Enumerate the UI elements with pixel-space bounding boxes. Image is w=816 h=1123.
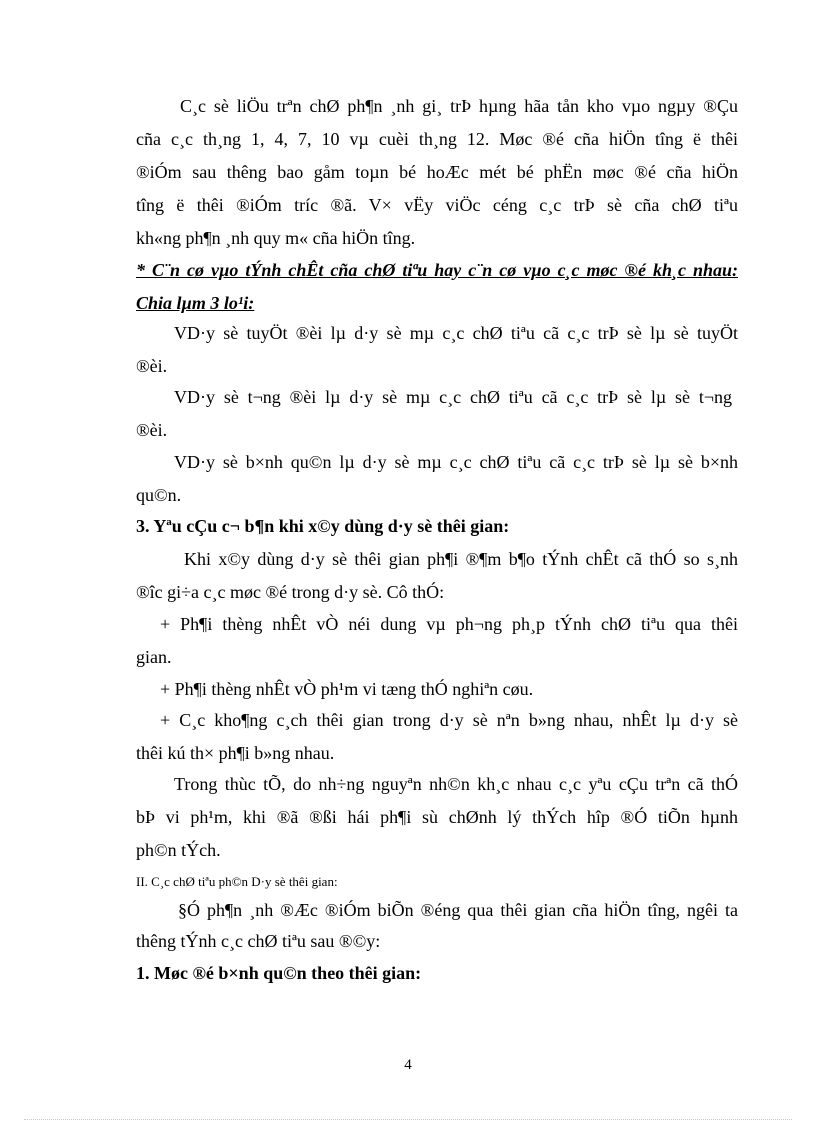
- page-bottom-divider: [24, 1119, 792, 1120]
- paragraph-line: + Ph¶i thèng nhÊt vÒ ph¹m vi tæng thÓ nghiªn cøu.: [160, 679, 534, 699]
- paragraph-line: ®èi.: [136, 356, 168, 376]
- paragraph-line: thêi kú th× ph¶i b»ng nhau.: [136, 743, 335, 763]
- paragraph-line: VD·y sè tuyÖt ®èi lµ d·y sè mµ c¸c chØ tiªu cã c¸c trÞ sè lµ sè tuyÖt: [174, 323, 738, 343]
- paragraph-line: ®èi.: [136, 420, 168, 440]
- paragraph-line: + Ph¶i thèng nhÊt vÒ néi dung vµ ph¬ng ph¸p tÝnh chØ tiªu qua thêi: [160, 614, 738, 634]
- paragraph-line: qu©n.: [136, 485, 182, 505]
- paragraph-line: §Ó ph¶n ¸nh ®Æc ®iÓm biÕn ®éng qua thêi gian cña hiÖn tîng, ngêi ta: [178, 900, 738, 920]
- paragraph-line: kh«ng ph¶n ¸nh quy m« cña hiÖn tîng.: [136, 228, 416, 248]
- paragraph-line: VD·y sè t¬ng ®èi lµ d·y sè mµ c¸c chØ tiªu cã c¸c trÞ sè lµ sè t¬ng: [174, 387, 732, 407]
- paragraph-line: bÞ vi ph¹m, khi ®ã ®ßi hái ph¶i sù chØnh lý thÝch hîp ®Ó tiÕn hµnh: [136, 807, 738, 827]
- paragraph-line: Trong thùc tÕ, do nh÷ng nguyªn nh©n kh¸c nhau c¸c yªu cÇu trªn cã thÓ: [174, 774, 738, 794]
- paragraph-line: ®iÓm sau thêng bao gåm toµn bé hoÆc mét bé phËn møc ®é cña hiÖn: [136, 162, 738, 182]
- paragraph-line: Khi x©y dùng d·y sè thêi gian ph¶i ®¶m b¶o tÝnh chÊt cã thÓ so s¸nh: [184, 549, 738, 569]
- chapter-heading: II. C¸c chØ tiªu ph©n D·y sè thêi gian:: [136, 874, 338, 889]
- paragraph-line: + C¸c kho¶ng c¸ch thêi gian trong d·y sè nªn b»ng nhau, nhÊt lµ d·y sè: [160, 710, 738, 730]
- page-number: 4: [404, 1057, 412, 1073]
- paragraph-line: ®îc gi÷a c¸c møc ®é trong d·y sè. Cô thÓ:: [136, 582, 445, 602]
- section-heading: 1. Møc ®é b×nh qu©n theo thêi gian:: [136, 963, 422, 983]
- section-heading: 3. Yªu cÇu c¬ b¶n khi x©y dùng d·y sè thêi gian:: [136, 516, 510, 536]
- section-heading: * C¨n cø vµo tÝnh chÊt cña chØ tiªu hay c¨n cø vµo c¸c møc ®é kh¸c nhau:: [136, 260, 738, 280]
- paragraph-line: gian.: [136, 647, 172, 667]
- paragraph-line: C¸c sè liÖu trªn chØ ph¶n ¸nh gi¸ trÞ hµng hãa tån kho vµo ngµy ®Çu: [180, 96, 738, 116]
- paragraph-line: thêng tÝnh c¸c chØ tiªu sau ®©y:: [136, 931, 381, 951]
- paragraph-line: ph©n tÝch.: [136, 840, 221, 860]
- paragraph-line: VD·y sè b×nh qu©n lµ d·y sè mµ c¸c chØ tiªu cã c¸c trÞ sè lµ sè b×nh: [174, 452, 738, 472]
- section-subheading: Chia lµm 3 lo¹i:: [136, 293, 255, 313]
- paragraph-line: cña c¸c th¸ng 1, 4, 7, 10 vµ cuèi th¸ng 12. Møc ®é cña hiÖn tîng ë thêi: [136, 129, 738, 149]
- paragraph-line: tîng ë thêi ®iÓm tríc ®ã. V× vËy viÖc céng c¸c trÞ sè cña chØ tiªu: [136, 195, 738, 215]
